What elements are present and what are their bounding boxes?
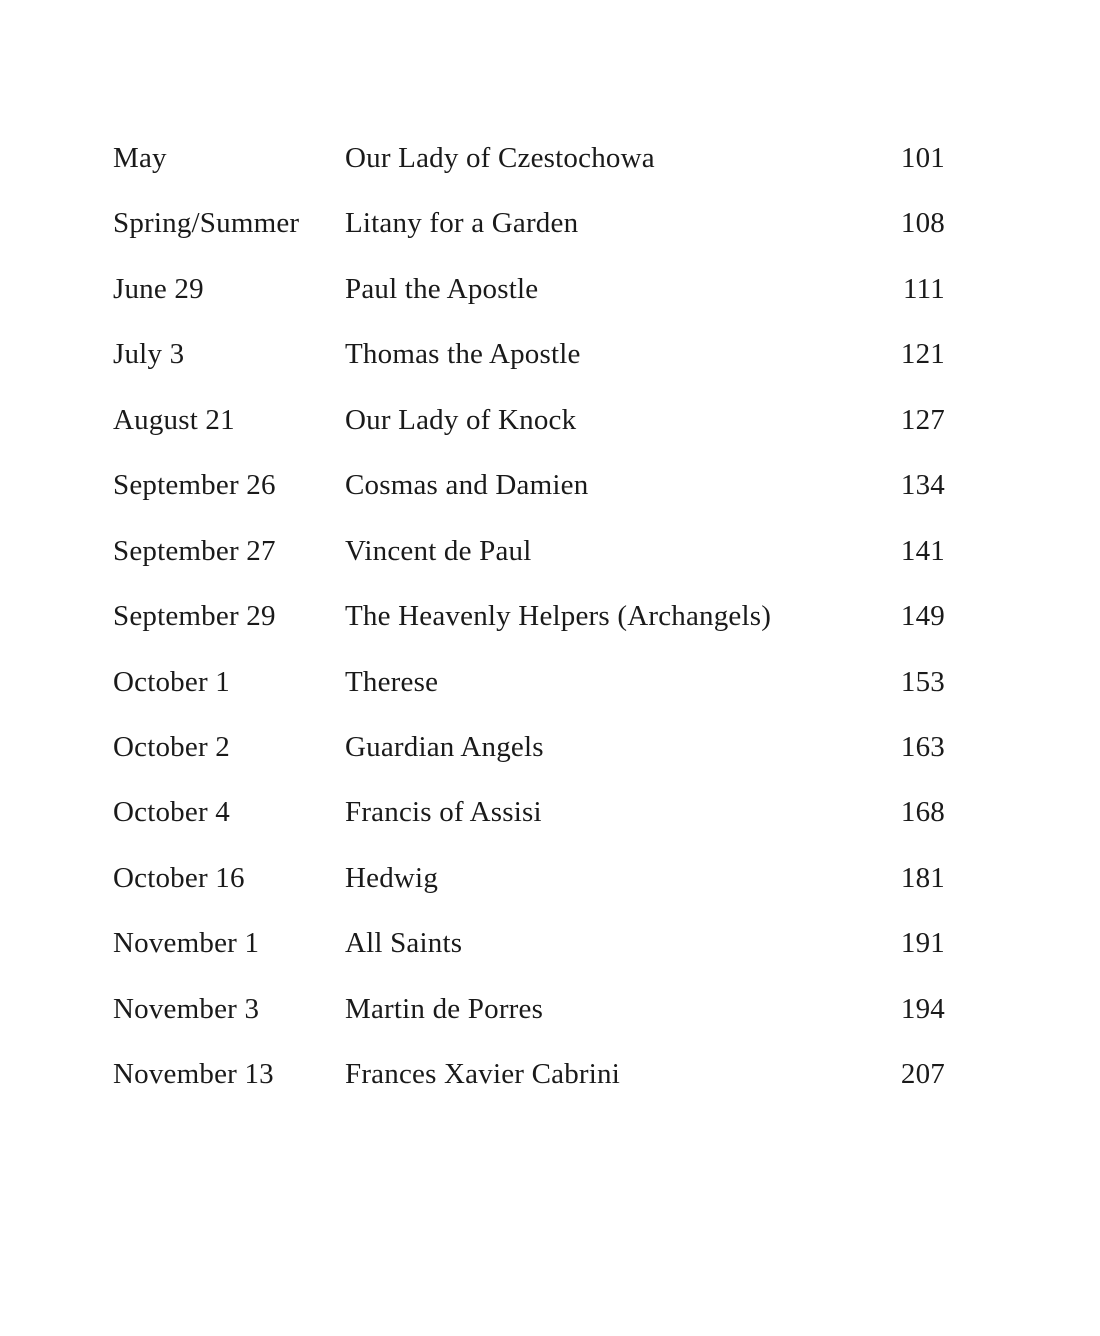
toc-entry-title: The Heavenly Helpers (Archangels) — [345, 600, 772, 633]
toc-entry — [113, 862, 945, 927]
toc-entry-date: October 4 — [113, 796, 230, 829]
toc-entry-title: Martin de Porres — [345, 992, 544, 1025]
toc-entry-date: September 29 — [113, 600, 276, 633]
toc-entry-title: All Saints — [345, 927, 463, 960]
toc-entry-date: November 3 — [113, 992, 260, 1025]
toc-entry-page-number: 134 — [900, 469, 945, 502]
toc-entry-title: Litany for a Garden — [345, 207, 579, 240]
toc-entry-title: Vincent de Paul — [345, 534, 532, 567]
toc-entry — [113, 273, 945, 338]
toc-entry — [113, 535, 945, 600]
toc-entry-title: Our Lady of Knock — [345, 403, 577, 436]
toc-entry-page-number: 108 — [900, 207, 945, 240]
toc-entry-title: Guardian Angels — [345, 730, 544, 763]
toc-entry-date: June 29 — [113, 272, 204, 305]
toc-entry-date: September 27 — [113, 534, 276, 567]
toc-entry — [113, 404, 945, 469]
toc-entry-date: October 16 — [113, 861, 245, 894]
toc-entry-page-number: 101 — [900, 142, 945, 174]
toc-entry — [113, 1058, 945, 1123]
toc-entry-title: Therese — [345, 665, 439, 698]
toc-entry-title: Cosmas and Damien — [345, 469, 589, 502]
toc-entry-page-number: 121 — [900, 338, 945, 371]
toc-entry — [113, 993, 945, 1058]
toc-entry-date: May — [113, 142, 167, 174]
toc-entry-title: Thomas the Apostle — [345, 338, 581, 371]
toc-entry-page-number: 191 — [900, 927, 945, 960]
toc-entry-page-number: 111 — [903, 272, 945, 305]
toc-entry — [113, 666, 945, 731]
toc-list — [113, 142, 945, 1124]
toc-entry — [113, 796, 945, 861]
toc-entry-date: October 2 — [113, 730, 230, 763]
toc-entry — [113, 731, 945, 796]
toc-entry-page-number: 207 — [900, 1058, 945, 1091]
toc-entry-date: August 21 — [113, 403, 235, 436]
toc-entry-page-number: 168 — [900, 796, 945, 829]
toc-entry — [113, 600, 945, 665]
toc-entry-page-number: 163 — [900, 730, 945, 763]
toc-entry — [113, 927, 945, 992]
toc-entry-date: November 13 — [113, 1058, 274, 1091]
toc-entry — [113, 338, 945, 403]
toc-entry-title: Paul the Apostle — [345, 272, 539, 305]
toc-entry-date: Spring/Summer — [113, 207, 300, 240]
toc-entry-date: November 1 — [113, 927, 260, 960]
toc-entry-page-number: 149 — [900, 600, 945, 633]
toc-entry-title: Frances Xavier Cabrini — [345, 1058, 620, 1091]
toc-entry-page-number: 153 — [900, 665, 945, 698]
toc-entry-date: October 1 — [113, 665, 230, 698]
toc-entry — [113, 469, 945, 534]
toc-entry-title: Hedwig — [345, 861, 439, 894]
toc-entry-page-number: 141 — [900, 534, 945, 567]
toc-entry-page-number: 127 — [900, 403, 945, 436]
toc-entry — [113, 207, 945, 272]
toc-entry-page-number: 181 — [900, 861, 945, 894]
toc-entry-title: Francis of Assisi — [345, 796, 542, 829]
toc-entry-page-number: 194 — [900, 992, 945, 1025]
toc-entry-title: Our Lady of Czestochowa — [345, 142, 655, 174]
toc-entry-date: July 3 — [113, 338, 185, 371]
toc-entry-date: September 26 — [113, 469, 276, 502]
toc-entry — [113, 142, 945, 207]
